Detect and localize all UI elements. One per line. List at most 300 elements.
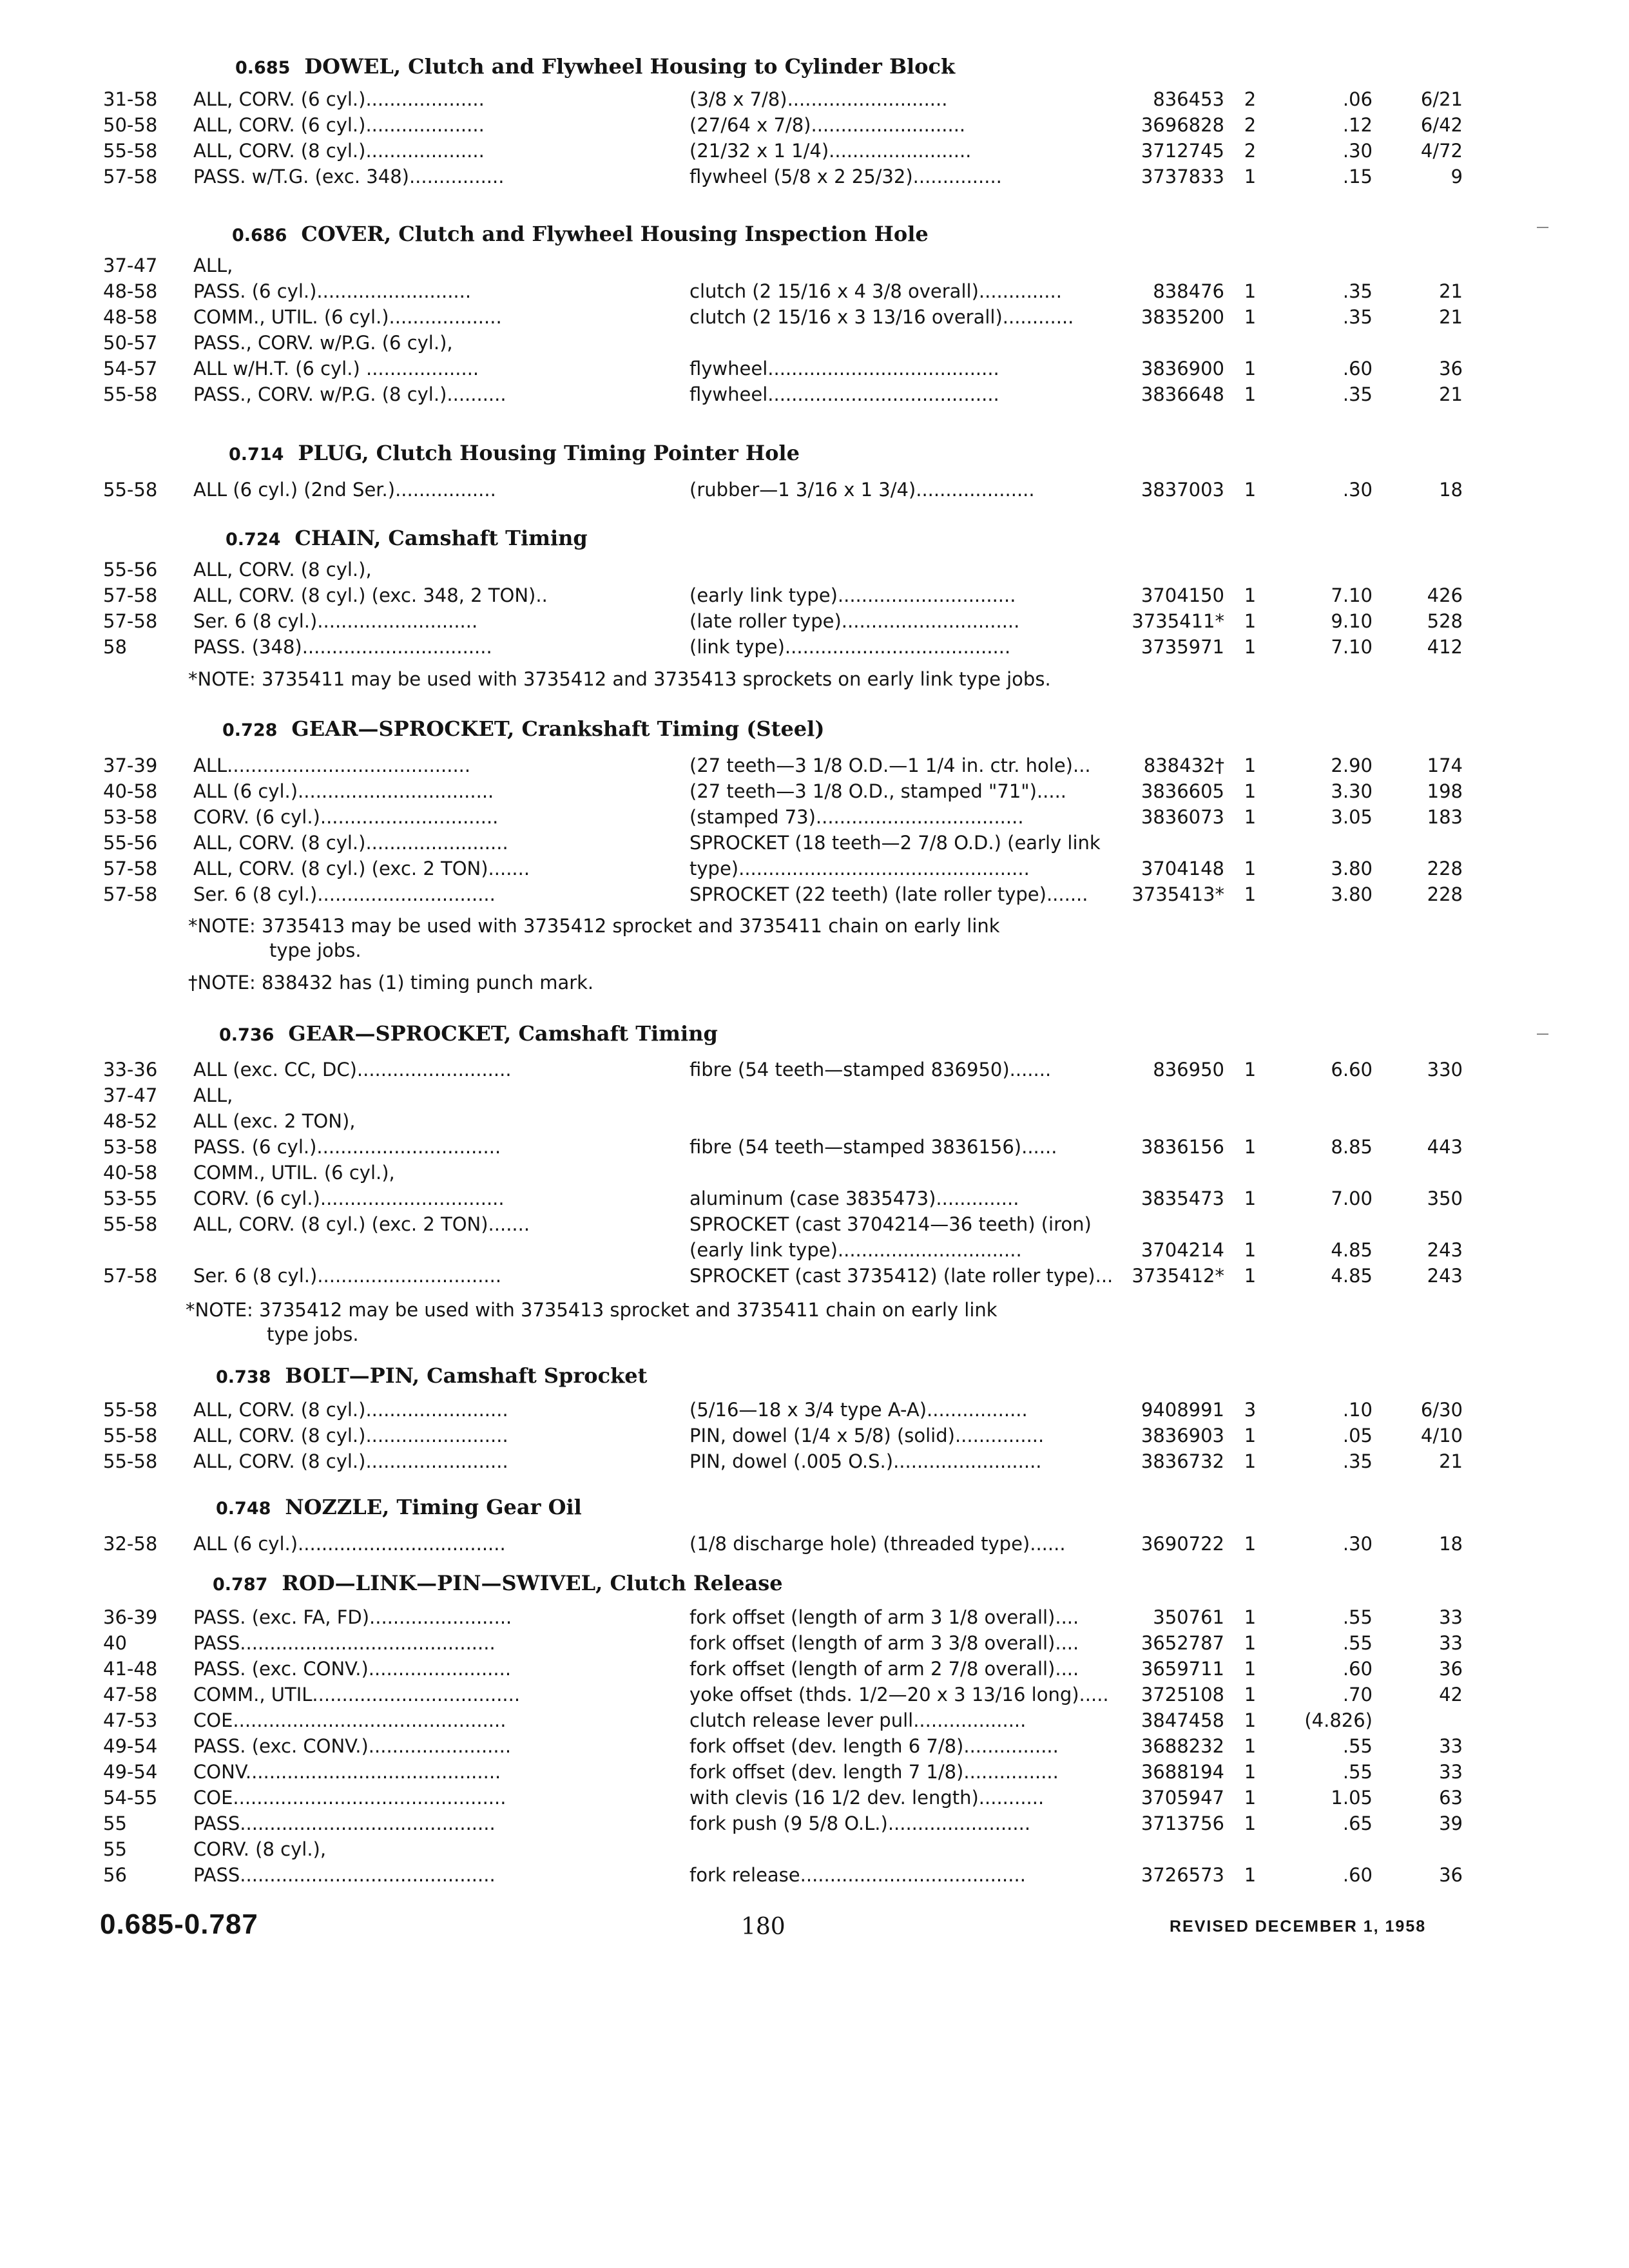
row-application: ALL, xyxy=(193,1084,233,1106)
row-unit-price: 33 xyxy=(1439,1735,1463,1757)
row-unit-price: 63 xyxy=(1439,1787,1463,1809)
table-row xyxy=(0,778,1629,804)
section-heading xyxy=(222,716,824,741)
table-row xyxy=(0,1531,1629,1557)
section-heading xyxy=(213,1571,783,1595)
table-row xyxy=(0,804,1629,830)
row-years: 56 xyxy=(103,1864,127,1886)
row-quantity: 1 xyxy=(1244,1265,1257,1287)
row-years: 55-58 xyxy=(103,479,158,501)
row-unit-price: 183 xyxy=(1427,806,1463,828)
row-quantity: 1 xyxy=(1244,636,1257,658)
row-application: CORV. (6 cyl.)............................... xyxy=(193,1187,505,1209)
row-years: 31-58 xyxy=(103,88,158,110)
row-application: ALL, CORV. (6 cyl.).................... xyxy=(193,88,485,110)
section-heading xyxy=(235,54,955,79)
row-application: ALL, CORV. (8 cyl.)........................ xyxy=(193,1425,508,1446)
row-unit-price: 21 xyxy=(1439,306,1463,328)
row-application: ALL (6 cyl.) (2nd Ser.)................. xyxy=(193,479,496,501)
row-unit-price: 4/72 xyxy=(1420,140,1463,162)
row-list-price: 4.85 xyxy=(1331,1239,1373,1261)
row-unit-price: 228 xyxy=(1427,858,1463,879)
row-description: (27 teeth—3 1/8 O.D.—1 1/4 in. ctr. hole)... xyxy=(689,754,1091,776)
row-list-price: 3.30 xyxy=(1331,780,1373,802)
row-application: PASS. (exc. FA, FD)........................ xyxy=(193,1606,512,1628)
row-years: 54-55 xyxy=(103,1787,158,1809)
table-row xyxy=(0,1134,1629,1160)
table-row xyxy=(0,1733,1629,1759)
row-part-number: 3688194 xyxy=(1141,1761,1224,1783)
row-application: PASS. (6 cyl.).......................... xyxy=(193,280,472,302)
row-part-number: 3705947 xyxy=(1141,1787,1224,1809)
row-years: 57-58 xyxy=(103,1265,158,1287)
section-number: 0.728 xyxy=(222,720,278,740)
row-quantity: 1 xyxy=(1244,306,1257,328)
row-part-number: 3704214 xyxy=(1141,1239,1224,1261)
row-description: fork offset (length of arm 2 7/8 overall).... xyxy=(689,1658,1079,1680)
table-row xyxy=(0,381,1629,407)
row-unit-price: 412 xyxy=(1427,636,1463,658)
row-part-number: 3835200 xyxy=(1141,306,1224,328)
row-application: ALL, CORV. (6 cyl.).................... xyxy=(193,114,485,136)
row-years: 47-53 xyxy=(103,1709,158,1731)
row-unit-price: 9 xyxy=(1451,166,1463,187)
row-years: 57-58 xyxy=(103,584,158,606)
row-quantity: 1 xyxy=(1244,1812,1257,1834)
row-quantity: 1 xyxy=(1244,1059,1257,1081)
row-application: Ser. 6 (8 cyl.).............................. xyxy=(193,883,496,905)
row-part-number: 838432† xyxy=(1143,754,1224,776)
section-title: GEAR—SPROCKET, Camshaft Timing xyxy=(288,1021,718,1046)
table-row xyxy=(0,1836,1629,1862)
section-heading xyxy=(229,441,800,465)
table-row xyxy=(0,112,1629,138)
row-description: (5/16—18 x 3/4 type A-A)................. xyxy=(689,1399,1028,1421)
row-years: 53-55 xyxy=(103,1187,158,1209)
row-application: CONV........................................... xyxy=(193,1761,501,1783)
section-note: *NOTE: 3735412 may be used with 3735413 sprocket and 3735411 chain on early link xyxy=(186,1299,998,1321)
row-part-number: 838476 xyxy=(1153,280,1224,302)
row-quantity: 1 xyxy=(1244,1450,1257,1472)
row-description: fork offset (dev. length 6 7/8)................ xyxy=(689,1735,1059,1757)
table-row xyxy=(0,1707,1629,1733)
row-years: 55-56 xyxy=(103,559,158,581)
row-application: ALL, CORV. (8 cyl.)........................ xyxy=(193,1399,508,1421)
row-application: ALL, CORV. (8 cyl.) (exc. 348, 2 TON).. xyxy=(193,584,548,606)
row-part-number: 3837003 xyxy=(1141,479,1224,501)
row-unit-price: 36 xyxy=(1439,1658,1463,1680)
row-list-price: .70 xyxy=(1342,1684,1373,1706)
row-years: 36-39 xyxy=(103,1606,158,1628)
row-unit-price: 18 xyxy=(1439,479,1463,501)
row-list-price: .55 xyxy=(1342,1632,1373,1654)
section-title: COVER, Clutch and Flywheel Housing Inspection Hole xyxy=(301,222,929,246)
row-list-price: .05 xyxy=(1342,1425,1373,1446)
row-application: ALL, CORV. (8 cyl.)........................ xyxy=(193,1450,508,1472)
row-unit-price: 21 xyxy=(1439,1450,1463,1472)
row-list-price: 7.10 xyxy=(1331,584,1373,606)
row-application: ALL, CORV. (8 cyl.).................... xyxy=(193,140,485,162)
row-years: 55-58 xyxy=(103,383,158,405)
row-years: 32-58 xyxy=(103,1533,158,1555)
row-application: Ser. 6 (8 cyl.)........................... xyxy=(193,610,478,632)
row-years: 55-58 xyxy=(103,140,158,162)
margin-mark xyxy=(1537,227,1548,228)
table-row xyxy=(0,86,1629,112)
row-description: flywheel....................................... xyxy=(689,383,999,405)
row-years: 55-58 xyxy=(103,1399,158,1421)
row-quantity: 1 xyxy=(1244,1425,1257,1446)
row-description: (1/8 discharge hole) (threaded type)...... xyxy=(689,1533,1066,1555)
row-list-price: .55 xyxy=(1342,1735,1373,1757)
row-quantity: 1 xyxy=(1244,479,1257,501)
row-quantity: 1 xyxy=(1244,1632,1257,1654)
row-years: 55 xyxy=(103,1838,127,1860)
table-row xyxy=(0,830,1629,856)
row-part-number: 3713756 xyxy=(1141,1812,1224,1834)
page-number: 180 xyxy=(741,1914,786,1940)
row-list-price: .60 xyxy=(1342,358,1373,380)
row-quantity: 1 xyxy=(1244,1735,1257,1757)
row-application: PASS........................................... xyxy=(193,1864,496,1886)
row-application: PASS., CORV. w/P.G. (6 cyl.), xyxy=(193,332,453,354)
row-part-number: 3836156 xyxy=(1141,1136,1224,1158)
row-description: yoke offset (thds. 1/2—20 x 3 13/16 long)..... xyxy=(689,1684,1109,1706)
row-quantity: 1 xyxy=(1244,1136,1257,1158)
row-description: clutch (2 15/16 x 3 13/16 overall)............ xyxy=(689,306,1074,328)
row-list-price: .35 xyxy=(1342,383,1373,405)
row-quantity: 1 xyxy=(1244,780,1257,802)
row-list-price: .12 xyxy=(1342,114,1373,136)
row-quantity: 1 xyxy=(1244,358,1257,380)
table-row xyxy=(0,138,1629,164)
table-row xyxy=(0,1211,1629,1237)
row-description: SPROCKET (cast 3735412) (late roller type)... xyxy=(689,1265,1113,1287)
row-list-price: 7.00 xyxy=(1331,1187,1373,1209)
row-unit-price: 243 xyxy=(1427,1239,1463,1261)
row-list-price: 8.85 xyxy=(1331,1136,1373,1158)
row-description: PIN, dowel (.005 O.S.)......................... xyxy=(689,1450,1042,1472)
row-part-number: 3836903 xyxy=(1141,1425,1224,1446)
row-application: COE.............................................. xyxy=(193,1787,506,1809)
table-row xyxy=(0,753,1629,778)
row-years: 57-58 xyxy=(103,166,158,187)
row-part-number: 3836648 xyxy=(1141,383,1224,405)
table-row xyxy=(0,304,1629,330)
row-years: 33-36 xyxy=(103,1059,158,1081)
row-unit-price: 39 xyxy=(1439,1812,1463,1834)
table-row xyxy=(0,356,1629,381)
section-title: BOLT—PIN, Camshaft Sprocket xyxy=(285,1363,648,1388)
row-years: 49-54 xyxy=(103,1761,158,1783)
row-description: (late roller type).............................. xyxy=(689,610,1020,632)
row-application: CORV. (8 cyl.), xyxy=(193,1838,327,1860)
row-part-number: 3688232 xyxy=(1141,1735,1224,1757)
row-description: SPROCKET (22 teeth) (late roller type)....... xyxy=(689,883,1088,905)
row-application: PASS. w/T.G. (exc. 348)................ xyxy=(193,166,505,187)
row-quantity: 2 xyxy=(1244,88,1257,110)
table-row xyxy=(0,881,1629,907)
row-years: 53-58 xyxy=(103,1136,158,1158)
row-application: ALL (6 cyl.)................................. xyxy=(193,780,494,802)
row-quantity: 1 xyxy=(1244,584,1257,606)
row-list-price: .35 xyxy=(1342,306,1373,328)
row-years: 58 xyxy=(103,636,127,658)
row-list-price: .30 xyxy=(1342,140,1373,162)
row-description: fork release...................................... xyxy=(689,1864,1026,1886)
table-row xyxy=(0,582,1629,608)
section-number: 0.714 xyxy=(229,445,284,465)
row-list-price: (4.826) xyxy=(1304,1709,1373,1731)
row-unit-price: 198 xyxy=(1427,780,1463,802)
row-list-price: .35 xyxy=(1342,280,1373,302)
section-number: 0.685 xyxy=(235,58,291,78)
row-years: 50-58 xyxy=(103,114,158,136)
section-note: type jobs. xyxy=(267,1323,359,1345)
row-part-number: 3847458 xyxy=(1141,1709,1224,1731)
section-number: 0.748 xyxy=(216,1499,271,1519)
row-unit-price: 528 xyxy=(1427,610,1463,632)
row-part-number: 3726573 xyxy=(1141,1864,1224,1886)
row-quantity: 1 xyxy=(1244,883,1257,905)
row-list-price: .55 xyxy=(1342,1761,1373,1783)
table-row xyxy=(0,1263,1629,1289)
row-description: clutch (2 15/16 x 4 3/8 overall).............. xyxy=(689,280,1062,302)
row-years: 55-58 xyxy=(103,1213,158,1235)
table-row xyxy=(0,1057,1629,1082)
row-description: (rubber—1 3/16 x 1 3/4).................... xyxy=(689,479,1035,501)
section-note: *NOTE: 3735411 may be used with 3735412 and 3735413 sprockets on early link type jobs. xyxy=(188,668,1051,690)
row-quantity: 1 xyxy=(1244,754,1257,776)
row-list-price: 9.10 xyxy=(1331,610,1373,632)
row-quantity: 2 xyxy=(1244,114,1257,136)
row-description: (27/64 x 7/8).......................... xyxy=(689,114,966,136)
row-application: PASS. (exc. CONV.)........................ xyxy=(193,1658,512,1680)
row-years: 53-58 xyxy=(103,806,158,828)
table-row xyxy=(0,1237,1629,1263)
table-row xyxy=(0,1448,1629,1474)
row-unit-price: 330 xyxy=(1427,1059,1463,1081)
table-row xyxy=(0,278,1629,304)
row-unit-price: 350 xyxy=(1427,1187,1463,1209)
row-years: 48-52 xyxy=(103,1110,158,1132)
row-part-number: 3712745 xyxy=(1141,140,1224,162)
table-row xyxy=(0,1423,1629,1448)
row-part-number: 3735411* xyxy=(1132,610,1224,632)
row-unit-price: 21 xyxy=(1439,280,1463,302)
row-application: ALL (6 cyl.)................................... xyxy=(193,1533,506,1555)
row-application: ALL, CORV. (8 cyl.)........................ xyxy=(193,832,508,854)
row-unit-price: 42 xyxy=(1439,1684,1463,1706)
table-row xyxy=(0,856,1629,881)
row-application: ALL w/H.T. (6 cyl.) ................... xyxy=(193,358,479,380)
row-years: 57-58 xyxy=(103,610,158,632)
row-part-number: 3725108 xyxy=(1141,1684,1224,1706)
row-part-number: 3735971 xyxy=(1141,636,1224,658)
row-list-price: 1.05 xyxy=(1331,1787,1373,1809)
row-list-price: .60 xyxy=(1342,1864,1373,1886)
row-years: 55-58 xyxy=(103,1425,158,1446)
row-list-price: .06 xyxy=(1342,88,1373,110)
table-row xyxy=(0,1604,1629,1630)
row-description: fork offset (length of arm 3 1/8 overall).... xyxy=(689,1606,1079,1628)
row-part-number: 350761 xyxy=(1153,1606,1224,1628)
row-years: 54-57 xyxy=(103,358,158,380)
row-unit-price: 21 xyxy=(1439,383,1463,405)
section-heading xyxy=(219,1021,718,1046)
row-application: ALL, xyxy=(193,255,233,276)
section-heading xyxy=(216,1495,582,1519)
row-years: 55 xyxy=(103,1812,127,1834)
table-row xyxy=(0,557,1629,582)
row-unit-price: 6/30 xyxy=(1420,1399,1463,1421)
row-application: COMM., UTIL. (6 cyl.), xyxy=(193,1162,395,1184)
table-row xyxy=(0,253,1629,278)
row-unit-price: 426 xyxy=(1427,584,1463,606)
row-unit-price: 443 xyxy=(1427,1136,1463,1158)
row-list-price: .35 xyxy=(1342,1450,1373,1472)
row-unit-price: 36 xyxy=(1439,358,1463,380)
row-years: 55-58 xyxy=(103,1450,158,1472)
row-part-number: 3836900 xyxy=(1141,358,1224,380)
row-unit-price: 4/10 xyxy=(1420,1425,1463,1446)
row-years: 37-47 xyxy=(103,255,158,276)
row-part-number: 9408991 xyxy=(1141,1399,1224,1421)
row-unit-price: 33 xyxy=(1439,1632,1463,1654)
row-years: 47-58 xyxy=(103,1684,158,1706)
row-quantity: 1 xyxy=(1244,1187,1257,1209)
row-quantity: 1 xyxy=(1244,610,1257,632)
table-row xyxy=(0,1682,1629,1707)
table-row xyxy=(0,1811,1629,1836)
table-row xyxy=(0,1160,1629,1186)
table-row xyxy=(0,330,1629,356)
revision-date: REVISED DECEMBER 1, 1958 xyxy=(1170,1917,1427,1936)
row-quantity: 2 xyxy=(1244,140,1257,162)
row-description: aluminum (case 3835473).............. xyxy=(689,1187,1019,1209)
table-row xyxy=(0,1397,1629,1423)
row-description: flywheel....................................... xyxy=(689,358,999,380)
row-years: 57-58 xyxy=(103,883,158,905)
row-unit-price: 174 xyxy=(1427,754,1463,776)
table-row xyxy=(0,1656,1629,1682)
section-title: CHAIN, Camshaft Timing xyxy=(294,526,588,550)
row-list-price: 3.80 xyxy=(1331,883,1373,905)
table-row xyxy=(0,634,1629,660)
section-note: type jobs. xyxy=(269,939,361,961)
row-description: (early link type).............................. xyxy=(689,584,1016,606)
row-quantity: 1 xyxy=(1244,1709,1257,1731)
row-part-number: 3836073 xyxy=(1141,806,1224,828)
section-heading xyxy=(232,222,929,246)
row-years: 41-48 xyxy=(103,1658,158,1680)
row-part-number: 3696828 xyxy=(1141,114,1224,136)
row-description: fibre (54 teeth—stamped 3836156)...... xyxy=(689,1136,1057,1158)
table-row xyxy=(0,1108,1629,1134)
row-years: 37-39 xyxy=(103,754,158,776)
row-unit-price: 33 xyxy=(1439,1761,1463,1783)
row-years: 37-47 xyxy=(103,1084,158,1106)
section-title: ROD—LINK—PIN—SWIVEL, Clutch Release xyxy=(282,1571,783,1595)
row-application: PASS. (348)................................ xyxy=(193,636,492,658)
section-number: 0.686 xyxy=(232,226,287,245)
row-unit-price: 243 xyxy=(1427,1265,1463,1287)
row-description: clutch release lever pull................... xyxy=(689,1709,1027,1731)
page-range: 0.685-0.787 xyxy=(100,1908,258,1940)
row-part-number: 836453 xyxy=(1153,88,1224,110)
row-list-price: 4.85 xyxy=(1331,1265,1373,1287)
row-years: 40-58 xyxy=(103,1162,158,1184)
row-application: Ser. 6 (8 cyl.)............................... xyxy=(193,1265,502,1287)
row-quantity: 1 xyxy=(1244,280,1257,302)
row-years: 50-57 xyxy=(103,332,158,354)
row-part-number: 3836605 xyxy=(1141,780,1224,802)
row-unit-price: 6/42 xyxy=(1420,114,1463,136)
row-years: 40 xyxy=(103,1632,127,1654)
row-part-number: 3652787 xyxy=(1141,1632,1224,1654)
table-row xyxy=(0,1862,1629,1888)
row-unit-price: 18 xyxy=(1439,1533,1463,1555)
row-list-price: 6.60 xyxy=(1331,1059,1373,1081)
row-description: SPROCKET (cast 3704214—36 teeth) (iron) xyxy=(689,1213,1092,1235)
row-application: ALL, CORV. (8 cyl.) (exc. 2 TON)....... xyxy=(193,858,530,879)
row-part-number: 3836732 xyxy=(1141,1450,1224,1472)
row-years: 48-58 xyxy=(103,306,158,328)
row-description: (link type)...................................... xyxy=(689,636,1011,658)
row-part-number: 3704148 xyxy=(1141,858,1224,879)
row-quantity: 1 xyxy=(1244,1787,1257,1809)
section-heading xyxy=(216,1363,647,1388)
row-quantity: 1 xyxy=(1244,1606,1257,1628)
row-application: CORV. (6 cyl.).............................. xyxy=(193,806,499,828)
row-list-price: .60 xyxy=(1342,1658,1373,1680)
table-row xyxy=(0,1785,1629,1811)
row-list-price: .30 xyxy=(1342,479,1373,501)
section-heading xyxy=(226,526,588,550)
row-application: COMM., UTIL. (6 cyl.)................... xyxy=(193,306,502,328)
table-row xyxy=(0,1759,1629,1785)
row-quantity: 3 xyxy=(1244,1399,1257,1421)
row-description: fork push (9 5/8 O.L.)........................ xyxy=(689,1812,1031,1834)
row-description: fibre (54 teeth—stamped 836950)....... xyxy=(689,1059,1052,1081)
row-unit-price: 6/21 xyxy=(1420,88,1463,110)
row-years: 40-58 xyxy=(103,780,158,802)
row-application: PASS., CORV. w/P.G. (8 cyl.).......... xyxy=(193,383,506,405)
row-list-price: 2.90 xyxy=(1331,754,1373,776)
row-unit-price: 33 xyxy=(1439,1606,1463,1628)
row-years: 55-56 xyxy=(103,832,158,854)
row-part-number: 3690722 xyxy=(1141,1533,1224,1555)
row-part-number: 3737833 xyxy=(1141,166,1224,187)
row-description: type)................................................. xyxy=(689,858,1030,879)
row-application: ALL, CORV. (8 cyl.), xyxy=(193,559,372,581)
row-description: (27 teeth—3 1/8 O.D., stamped "71")..... xyxy=(689,780,1067,802)
row-years: 48-58 xyxy=(103,280,158,302)
row-list-price: .55 xyxy=(1342,1606,1373,1628)
row-description: fork offset (dev. length 7 1/8)................ xyxy=(689,1761,1059,1783)
section-title: PLUG, Clutch Housing Timing Pointer Hole xyxy=(298,441,800,465)
row-application: PASS. (exc. CONV.)........................ xyxy=(193,1735,512,1757)
row-quantity: 1 xyxy=(1244,858,1257,879)
section-title: DOWEL, Clutch and Flywheel Housing to Cylinder Block xyxy=(304,54,956,79)
row-list-price: 7.10 xyxy=(1331,636,1373,658)
row-application: COMM., UTIL................................... xyxy=(193,1684,521,1706)
row-description: (3/8 x 7/8)........................... xyxy=(689,88,948,110)
row-description: fork offset (length of arm 3 3/8 overall).... xyxy=(689,1632,1079,1654)
section-number: 0.736 xyxy=(219,1025,275,1045)
row-part-number: 3835473 xyxy=(1141,1187,1224,1209)
table-row xyxy=(0,477,1629,503)
